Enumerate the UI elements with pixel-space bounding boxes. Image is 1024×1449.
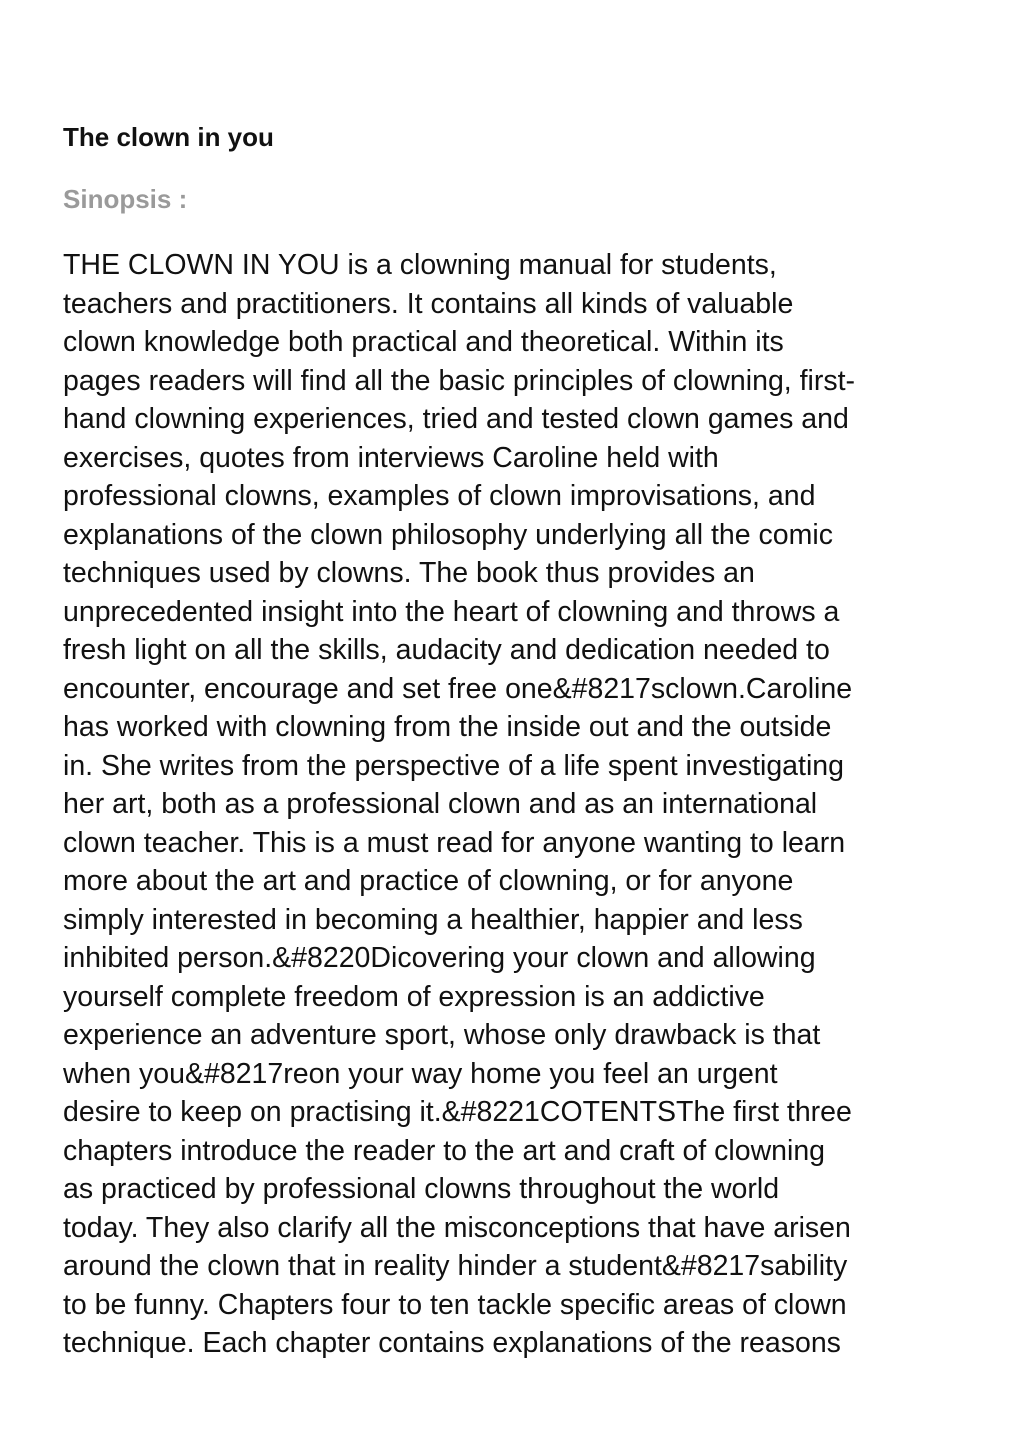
synopsis-line: her art, both as a professional clown and as an international — [63, 788, 818, 820]
synopsis-line: encounter, encourage and set free one&#8217sclown.Caroline — [63, 672, 853, 705]
synopsis-line: explanations of the clown philosophy underlying all the comic — [63, 518, 833, 551]
document-title: The clown in you — [63, 122, 274, 152]
synopsis-line: experience an adventure sport, whose only drawback is that — [63, 1019, 821, 1051]
synopsis-line: THE CLOWN IN YOU is a clowning manual for students, — [63, 249, 777, 281]
synopsis-line: around the clown that in reality hinder a student&#8217sability — [63, 1250, 848, 1282]
synopsis-line: clown teacher. This is a must read for anyone wanting to learn — [63, 826, 846, 859]
synopsis-line: when you&#8217reon your way home you feel an urgent — [63, 1057, 778, 1090]
synopsis-line: teachers and practitioners. It contains all kinds of valuable — [63, 287, 794, 320]
synopsis-line: pages readers will find all the basic principles of clowning, first- — [63, 364, 856, 397]
synopsis-line: to be funny. Chapters four to ten tackle specific areas of clown — [63, 1288, 847, 1321]
synopsis-line: exercises, quotes from interviews Caroline held with — [63, 441, 719, 474]
synopsis-line: chapters introduce the reader to the art and craft of clowning — [63, 1134, 826, 1167]
synopsis-line: professional clowns, examples of clown improvisations, and — [63, 480, 816, 512]
synopsis-line: today. They also clarify all the misconceptions that have arisen — [63, 1211, 851, 1244]
synopsis-line: clown knowledge both practical and theoretical. Within its — [63, 326, 784, 358]
synopsis-line: hand clowning experiences, tried and tested clown games and — [63, 403, 849, 435]
synopsis-line: unprecedented insight into the heart of clowning and throws a — [63, 595, 840, 628]
synopsis-line: in. She writes from the perspective of a life spent investigating — [63, 749, 844, 782]
synopsis-line: desire to keep on practising it.&#8221COTENTSThe first three — [63, 1096, 852, 1128]
synopsis-line: simply interested in becoming a healthier, happier and less — [63, 903, 803, 936]
synopsis-line: more about the art and practice of clowning, or for anyone — [63, 865, 794, 897]
synopsis-line: has worked with clowning from the inside out and the outside — [63, 711, 832, 743]
synopsis-heading: Sinopsis : — [63, 184, 188, 214]
synopsis-line: technique. Each chapter contains explanations of the reasons — [63, 1327, 841, 1359]
synopsis-body — [63, 246, 968, 1363]
synopsis-line: fresh light on all the skills, audacity and dedication needed to — [63, 634, 830, 666]
synopsis-line: techniques used by clowns. The book thus provides an — [63, 557, 755, 589]
synopsis-line: as practiced by professional clowns throughout the world — [63, 1173, 780, 1205]
synopsis-line: yourself complete freedom of expression is an addictive — [63, 980, 765, 1013]
synopsis-line: inhibited person.&#8220Dicovering your clown and allowing — [63, 942, 816, 974]
